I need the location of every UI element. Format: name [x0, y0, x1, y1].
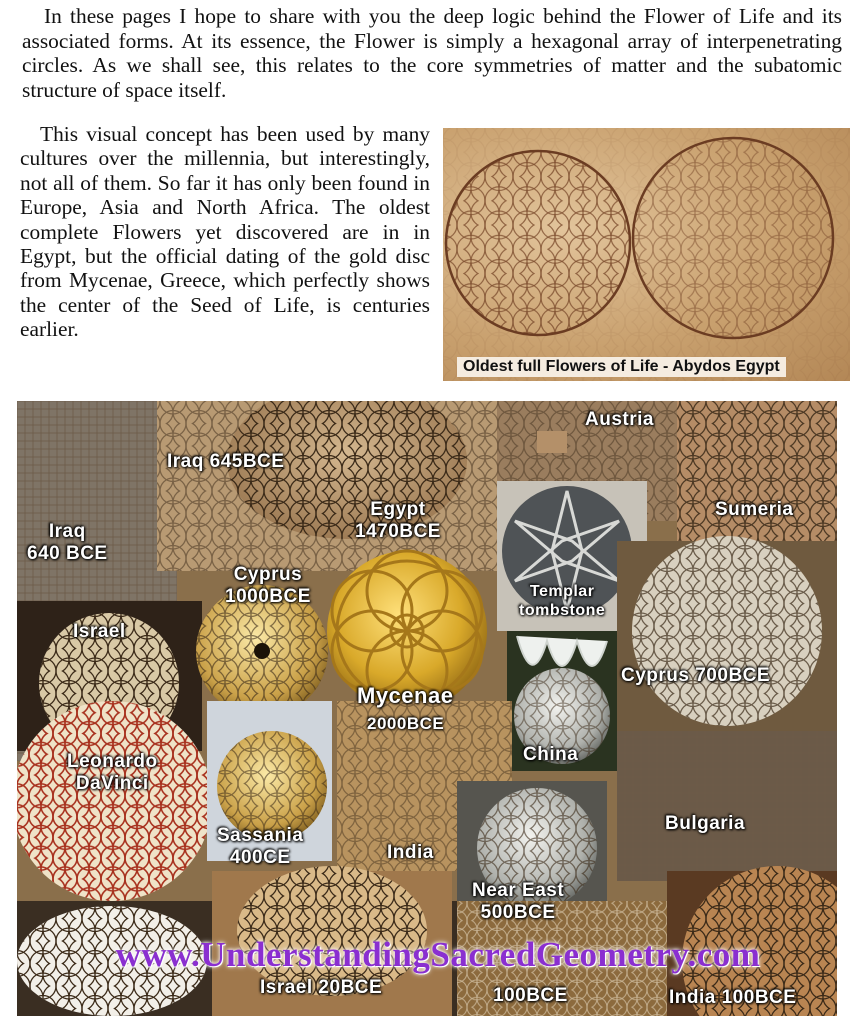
- intro-paragraph: In these pages I hope to share with you the deep logic behind the Flower of Life and its associated forms. At its essence, the Flower is simply a hexagonal array of interpenetrating circles. As we shall see, this relates to the core symmetries of matter and the subatomic structure of space itself.: [22, 4, 842, 102]
- label-bulgaria: Bulgaria: [665, 813, 746, 834]
- label-india-100bce: India 100BCE: [669, 987, 797, 1008]
- website-watermark: www.UnderstandingSacredGeometry.com: [115, 935, 761, 974]
- body-paragraph: This visual concept has been used by many cultures over the millennia, but interestingly, not all of them. So far it has only been found in Europe, Asia and North Africa. The oldest complete Flowers yet discovered are in in Egypt, but the official dating of the gold disc from Mycenae, Greece, which perfectly shows the center of the Seed of Life, is centuries earlier.: [20, 122, 430, 342]
- photo-caption: Oldest full Flowers of Life - Abydos Egypt: [457, 357, 786, 377]
- label-mycenae-date: 2000BCE: [367, 714, 445, 733]
- label-egypt-1470bce: Egypt 1470BCE: [355, 499, 441, 542]
- label-iraq-645bce: Iraq 645BCE: [167, 451, 285, 472]
- label-israel: Israel: [73, 621, 126, 642]
- label-india: India: [387, 842, 434, 863]
- label-100bce: 100BCE: [493, 985, 568, 1006]
- label-austria: Austria: [585, 409, 654, 430]
- label-cyprus-1000bce: Cyprus 1000BCE: [225, 564, 311, 607]
- label-templar-tombstone: Templar tombstone: [519, 583, 606, 619]
- collage-artwork: [17, 401, 837, 1016]
- flower-of-life-collage: [17, 401, 837, 1016]
- label-near-east-500bce: Near East 500BCE: [472, 880, 565, 923]
- label-cyprus-700bce: Cyprus 700BCE: [621, 665, 771, 686]
- label-sassania-400ce: Sassania 400CE: [217, 825, 304, 868]
- label-iraq-640bce: Iraq 640 BCE: [27, 521, 108, 564]
- label-china: China: [523, 744, 579, 765]
- label-leonardo-davinci: Leonardo DaVinci: [67, 751, 158, 794]
- abydos-photo: [443, 128, 850, 381]
- label-sumeria: Sumeria: [715, 499, 794, 520]
- flower-of-life-carvings: [443, 128, 850, 381]
- label-israel-20bce: Israel 20BCE: [260, 977, 383, 998]
- label-mycenae: Mycenae: [357, 683, 454, 708]
